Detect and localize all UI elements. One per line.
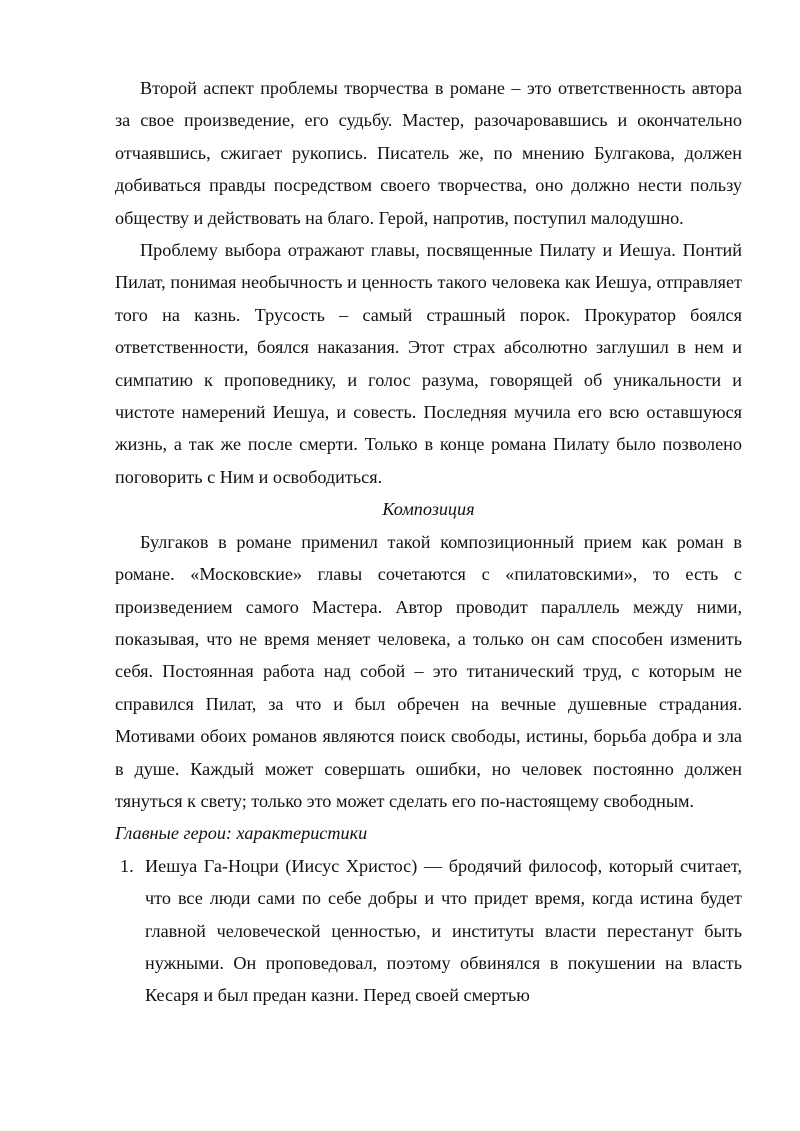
characters-list [115,850,742,1012]
paragraph-composition: Булгаков в романе применил такой композиционный прием как роман в романе. «Московские» главы сочетаются с «пилатовскими», то есть с произведением самого Мастера. Автор проводит параллель между ними, показывая, что не время меняет человека, а только он сам способен изменить себя. Постоянная работа над собой – это титанический труд, с которым не справился Пилат, за что и был обречен на вечные душевные страдания. Мотивами обоих романов являются поиск свободы, истины, борьба добра и зла в душе. Каждый может совершать ошибки, но человек постоянно должен тянуться к свету; только это может сделать его по-настоящему свободным. [115,531,742,811]
paragraph-creative-responsibility: Второй аспект проблемы творчества в романе – это ответственность автора за свое произведение, его судьбу. Мастер, разочаровавшись и окончательно отчаявшись, сжигает рукопись. Писатель же, по мнению Булгакова, должен добиваться правды посредством своего творчества, оно должно нести пользу обществу и действовать на благо. Герой, напротив, поступил малодушно. [115,78,742,228]
section-heading-main-characters: Главные герои: характеристики [115,823,368,844]
list-item-number: 1. [120,855,134,876]
list-item-text: Иешуа Га-Ноцри (Иисус Христос) — бродячий философ, который считает, что все люди сами по себе добры и что придет время, когда истина будет главной человеческой ценностью, и институты власти перестанут быть нужными. Он проповедовал, поэтому обвинялся в покушении на власть Кесаря и был предан казни. Перед своей смертью [145,855,742,1006]
list-item [115,850,742,1012]
paragraph-problem-of-choice: Проблему выбора отражают главы, посвященные Пилату и Иешуа. Понтий Пилат, понимая необычность и ценность такого человека как Иешуа, отправляет того на казнь. Трусость – самый страшный порок. Прокуратор боялся ответственности, боялся наказания. Этот страх абсолютно заглушил в нем и симпатию к проповеднику, и голос разума, говорящей об уникальности и чистоте намерений Иешуа, и совесть. Последняя мучила его всю оставшуюся жизнь, а так же после смерти. Только в конце романа Пилату было позволено поговорить с Ним и освободиться. [115,240,742,487]
document-page [115,72,742,1012]
section-heading-composition: Композиция [382,499,475,520]
